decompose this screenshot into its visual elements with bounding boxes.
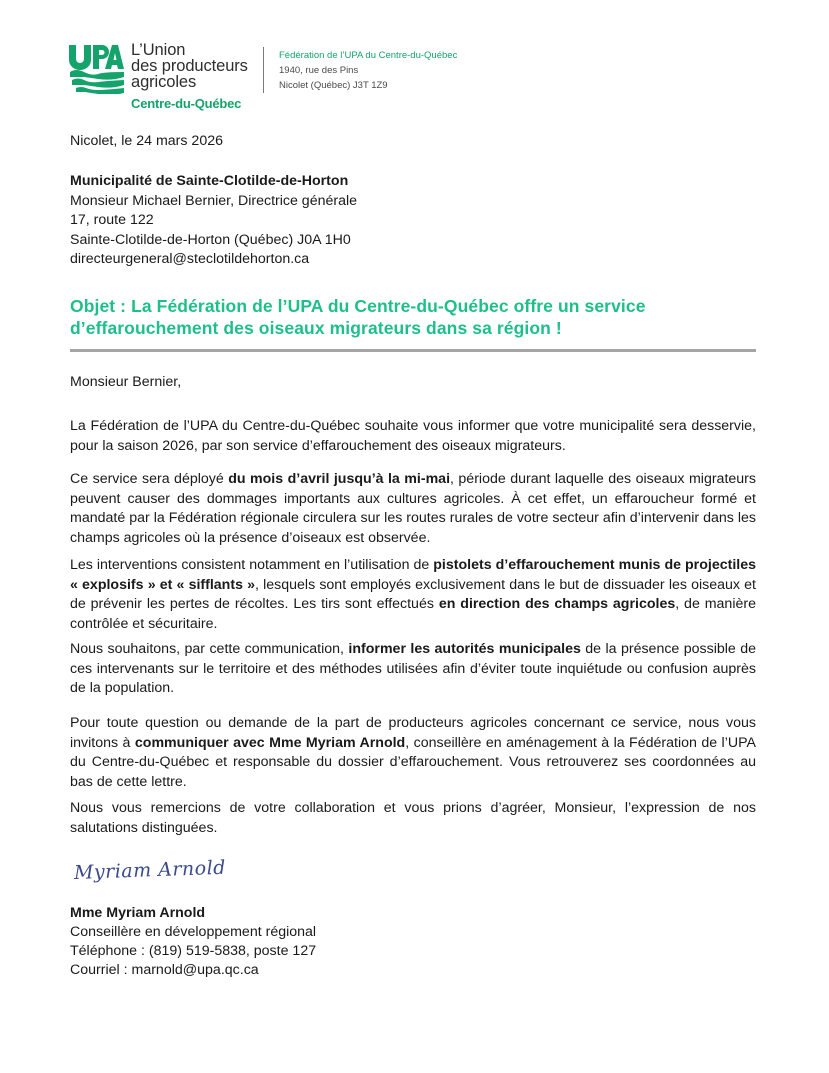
- logo-line: des producteurs: [131, 57, 248, 75]
- paragraph-intro: La Fédération de l’UPA du Centre-du-Québec souhaite vous informer que votre municipalité sera desservie, pour la saison 2026, par son service d’effarouchement des oiseaux migrateurs.: [70, 418, 756, 454]
- letter-date: Nicolet, le 24 mars 2026: [70, 133, 223, 149]
- signer-title: Conseillère en développement régional: [70, 924, 317, 940]
- letterhead: [68, 42, 768, 117]
- subject-line: Objet : La Fédération de l’UPA du Centre-du-Québec offre un service: [70, 296, 646, 316]
- greeting: Monsieur Bernier,: [70, 374, 182, 390]
- subject-divider: [70, 349, 756, 352]
- federation-name: Fédération de l’UPA du Centre-du-Québec: [279, 50, 458, 61]
- handwritten-signature: Myriam Arnold: [73, 856, 227, 884]
- logo-wordmark: [131, 42, 248, 90]
- recipient-street: 17, route 122: [70, 212, 154, 229]
- paragraph-methods: [70, 556, 756, 634]
- letter-subject: [70, 295, 760, 339]
- text-run: Pour toute question ou demande de la part de producteurs agricoles concernant ce service, nous vous invitons à: [70, 715, 756, 751]
- logo-line: L’Union: [131, 41, 186, 59]
- text-run: , de manière contrôlée et sécuritaire.: [70, 596, 756, 632]
- emphasis-text: du mois d’avril jusqu’à la mi-mai: [228, 471, 451, 487]
- text-run: Nous souhaitons, par cette communication,: [70, 641, 349, 657]
- recipient-person: Monsieur Michael Bernier, Directrice générale: [70, 192, 358, 209]
- emphasis-text: communiquer avec Mme Myriam Arnold: [134, 734, 406, 751]
- text-run: de la présence possible de ces intervenants sur le territoire et des méthodes utilisées afin d’éviter toute inquiétude ou confusion auprès de la population.: [70, 641, 757, 697]
- recipient-block: [70, 172, 357, 270]
- recipient-city: Sainte-Clotilde-de-Horton (Québec) J0A 1H0: [70, 231, 351, 248]
- sender-city: Nicolet (Québec) J3T 1Z9: [279, 80, 388, 91]
- emphasis-text: informer les autorités municipales: [348, 641, 581, 657]
- text-run: , lesquels sont employés exclusivement dans le but de dissuader les oiseaux et de prévenir les pertes de récoltes. Les tirs sont effectués: [70, 576, 756, 613]
- signature-block: [70, 904, 316, 980]
- emphasis-text: en direction des champs agricoles: [438, 596, 676, 613]
- signer-phone: Téléphone : (819) 519-5838, poste 127: [70, 943, 317, 959]
- letterhead-divider: [263, 47, 264, 93]
- recipient-organization: Municipalité de Sainte-Clotilde-de-Horton: [70, 173, 349, 189]
- paragraph-period: [70, 470, 756, 548]
- paragraph-closing: Nous vous remercions de votre collaboration et vous prions d’agréer, Monsieur, l’expression de nos salutations distinguées.: [70, 800, 756, 836]
- sender-address: [279, 48, 457, 93]
- paragraph-purpose: [70, 640, 756, 699]
- subject-line: d’effarouchement des oiseaux migrateurs dans sa région !: [70, 318, 562, 338]
- text-run: Les interventions consistent notamment en l’utilisation de: [70, 557, 434, 573]
- upa-logo-icon: [68, 44, 124, 94]
- logo-line: agricoles: [131, 73, 197, 91]
- text-run: , conseillère en aménagement à la Fédération de l’UPA du Centre-du-Québec et responsable du dossier d’effarouchement. Vous retrouverez ses coordonnées au bas de cette lettre.: [70, 734, 756, 790]
- text-run: , période durant laquelle des oiseaux migrateurs peuvent causer des dommages importants aux cultures agricoles. À cet effet, un effaroucheur formé et mandaté par la Fédération régionale circulera sur les routes rurales de votre secteur afin d’intervenir dans les champs agricoles où la présence d’oiseaux est observée.: [70, 471, 756, 546]
- signer-email: Courriel : marnold@upa.qc.ca: [70, 962, 259, 978]
- sender-street: 1940, rue des Pins: [279, 65, 359, 76]
- signer-name: Mme Myriam Arnold: [70, 905, 206, 921]
- paragraph-contact: [70, 714, 756, 792]
- emphasis-text: pistolets d’effarouchement munis de projectiles « explosifs » et « sifflants »: [70, 557, 756, 593]
- recipient-email: directeurgeneral@steclotildehorton.ca: [70, 251, 310, 268]
- logo-region: Centre-du-Québec: [131, 96, 242, 111]
- text-run: Ce service sera déployé: [70, 471, 229, 487]
